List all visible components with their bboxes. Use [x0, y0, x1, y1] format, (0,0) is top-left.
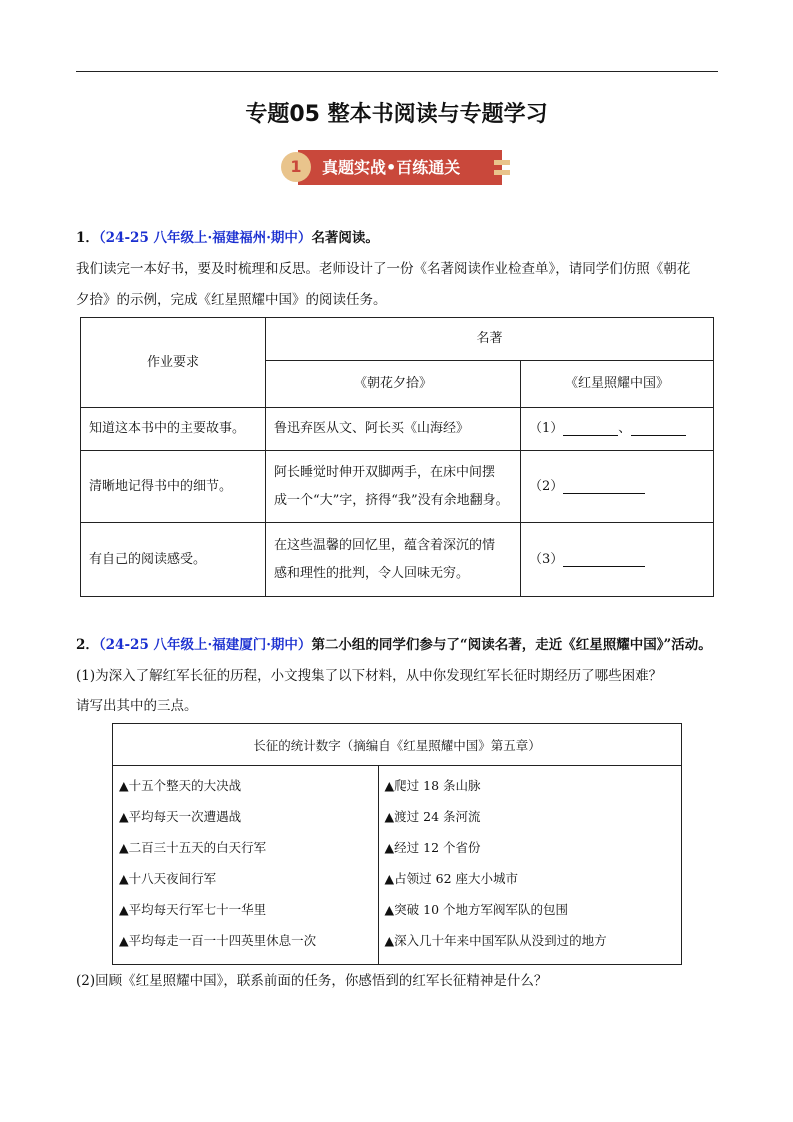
list-item: ▲经过 12 个省份 — [384, 840, 481, 855]
q2-source: （24-25 八年级上·福建厦门·期中） — [98, 637, 312, 653]
answer-label: （1） — [529, 421, 564, 436]
col-header-req: 作业要求 — [81, 318, 266, 408]
example-line: 成一个“大”字，挤得“我”没有余地翻身。 — [274, 492, 509, 508]
list-item: ▲突破 10 个地方军阀军队的包围 — [384, 902, 569, 917]
q1-source: （24-25 八年级上·福建福州·期中） — [98, 230, 312, 246]
req-cell: 有自己的阅读感受。 — [81, 523, 266, 597]
table-row — [81, 451, 714, 523]
q2-part2: (2)回顾《红星照耀中国》，联系前面的任务，你感悟到的红军长征精神是什么？ — [76, 973, 548, 989]
q2-part1-line1: (1)为深入了解红军长征的历程，小文搜集了以下材料，从中你发现红军长征时期经历了哪些困难？ — [76, 668, 663, 684]
left-column — [113, 766, 379, 965]
example-cell: 鲁迅弃医从文、阿长买《山海经》 — [266, 408, 521, 451]
table-row — [81, 408, 714, 451]
q1-topic: 名著阅读。 — [311, 230, 379, 246]
badge-number: 1 — [281, 152, 311, 182]
answer-blank[interactable] — [631, 421, 686, 436]
example-line: 阿长睡觉时伸开双脚两手，在床中间摆 — [274, 464, 496, 480]
q1-line2: 夕拾》的示例，完成《红星照耀中国》的阅读任务。 — [76, 292, 387, 308]
list-item: ▲平均每天行军七十一华里 — [119, 902, 267, 917]
req-cell: 清晰地记得书中的细节。 — [81, 451, 266, 523]
list-item: ▲爬过 18 条山脉 — [384, 778, 481, 793]
answer-blank[interactable] — [563, 479, 645, 494]
q2-number: 2． — [76, 637, 99, 653]
example-line: 在这些温馨的回忆里，蕴含着深沉的情 — [274, 537, 496, 553]
list-item: ▲深入几十年来中国军队从没到过的地方 — [384, 933, 607, 948]
badge-stripe — [494, 160, 510, 165]
example-cell — [266, 523, 521, 597]
answer-blank[interactable] — [563, 421, 618, 436]
list-item: ▲平均每走一百一十四英里休息一次 — [119, 933, 317, 948]
q1-number: 1． — [76, 230, 99, 246]
answer-cell — [521, 408, 714, 451]
list-item: ▲十五个整天的大决战 — [119, 778, 242, 793]
badge-text: 真题实战•百练通关 — [322, 158, 461, 177]
separator: 、 — [618, 421, 632, 436]
right-column — [378, 766, 681, 965]
q2-part1-line2: 请写出其中的三点。 — [76, 698, 198, 714]
example-cell — [266, 451, 521, 523]
example-line: 感和理性的批判，令人回味无穷。 — [274, 565, 470, 581]
page-title: 专题05 整本书阅读与专题学习 — [245, 102, 548, 127]
answer-label: （3） — [529, 551, 564, 567]
list-item: ▲占领过 62 座大小城市 — [384, 871, 519, 886]
table-header: 长征的统计数字（摘编自《红星照耀中国》第五章） — [113, 724, 682, 766]
list-item: ▲平均每天一次遭遇战 — [119, 809, 242, 824]
header-rule — [76, 71, 718, 72]
answer-blank[interactable] — [563, 552, 645, 567]
badge-stripe — [494, 170, 510, 175]
long-march-table — [112, 723, 682, 965]
col-header-book1: 《朝花夕拾》 — [266, 361, 521, 408]
col-group-header: 名著 — [266, 318, 714, 361]
answer-label: （2） — [529, 478, 564, 494]
q2-topic: 第二小组的同学们参与了“阅读名著，走近《红星照耀中国》”活动。 — [311, 637, 712, 653]
req-cell: 知道这本书中的主要故事。 — [81, 408, 266, 451]
answer-cell — [521, 451, 714, 523]
col-header-book2: 《红星照耀中国》 — [521, 361, 714, 408]
q1-heading — [76, 228, 379, 248]
q1-line1: 我们读完一本好书，要及时梳理和反思。老师设计了一份《名著阅读作业检查单》，请同学们仿照《朝花 — [76, 261, 691, 277]
answer-cell — [521, 523, 714, 597]
list-item: ▲渡过 24 条河流 — [384, 809, 481, 824]
table-row — [81, 523, 714, 597]
q1-table — [80, 317, 714, 597]
list-item: ▲二百三十五天的白天行军 — [119, 840, 267, 855]
list-item: ▲十八天夜间行军 — [119, 871, 217, 886]
q2-heading — [76, 635, 712, 655]
